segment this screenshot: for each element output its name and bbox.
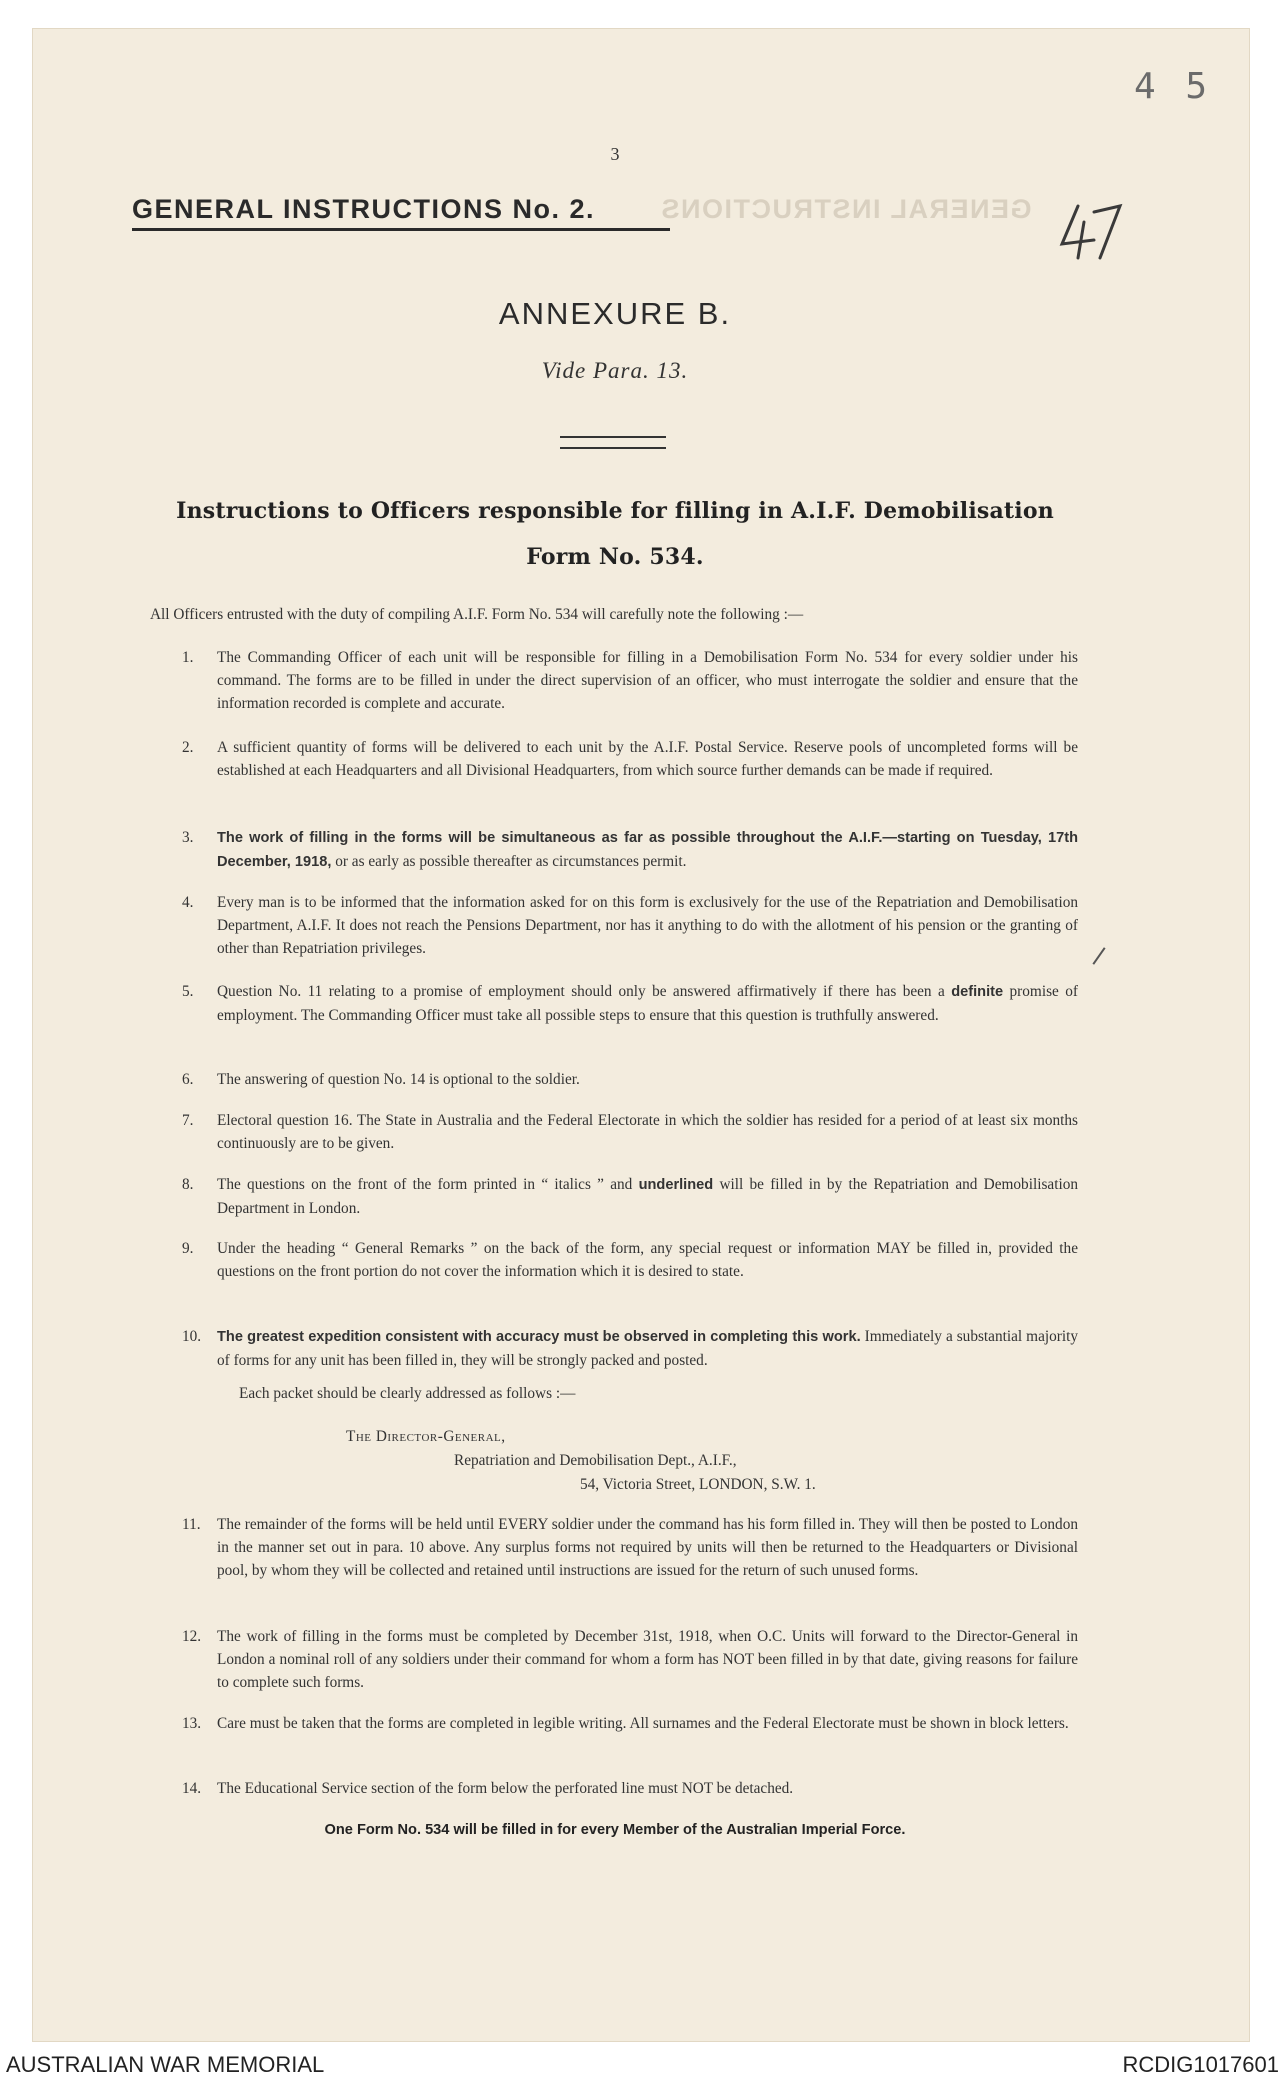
instruction-item [182, 736, 1078, 782]
item-text: The remainder of the forms will be held until EVERY soldier under the command has his form filled in. They will then be posted to London in the manner set out in para. 10 above. Any surplus forms not required by units will then be returned to the Headquarters or Divisional pool, by whom they will be collected and retained until instructions are issued for the return of such unused forms. [217, 1516, 1078, 1579]
item-number: 10. [182, 1328, 202, 1345]
item-number: 13. [182, 1715, 202, 1732]
bleed-through-text: GENERAL INSTRUCTIONS [660, 194, 1032, 224]
instruction-item [182, 891, 1078, 960]
closing-statement: One Form No. 534 will be filled in for every Member of the Australian Imperial Force. [324, 1822, 906, 1838]
item-number: 1. [182, 649, 194, 666]
address-line-3: 54, Victoria Street, LONDON, S.W. 1. [580, 1476, 816, 1493]
handwritten-page-number: 4 5 [1134, 66, 1212, 107]
instructions-heading [150, 488, 1080, 580]
footer-source: AUSTRALIAN WAR MEMORIAL [6, 2052, 325, 2077]
address-line-2: Repatriation and Demobilisation Dept., A.I.F., [454, 1452, 737, 1469]
page-number: 3 [610, 144, 620, 164]
vide-reference: Vide Para. 13. [541, 358, 689, 383]
item-bold-text: The greatest expedition consistent with accuracy must be observed in completing this work. [217, 1329, 861, 1345]
double-rule [560, 436, 666, 449]
instruction-item [182, 1173, 1078, 1220]
item-text: Question No. 11 relating to a promise of employment should only be answered affirmatively if there has been a [217, 983, 952, 1000]
item-text: Immediately a substantial majority of forms for any unit has been filled in, they will be strongly packed and posted. [217, 1328, 1078, 1369]
intro-paragraph: All Officers entrusted with the duty of compiling A.I.F. Form No. 534 will carefully note the following :— [150, 606, 804, 623]
instruction-item [182, 980, 1078, 1027]
item-number: 8. [182, 1176, 194, 1193]
instruction-item [182, 1068, 1078, 1091]
item-text: The Commanding Officer of each unit will be responsible for filling in a Demobilisation Form No. 534 for every soldier under his command. The forms are to be filled in under the direct supervision of an officer, who must interrogate the soldier and ensure that the information recorded is complete and accurate. [217, 649, 1078, 712]
item-text: Every man is to be informed that the information asked for on this form is exclusively for the use of the Repatriation and Demobilisation Department, A.I.F. It does not reach the Pensions Department, nor has it anything to do with the allotment of his pension or the granting of other than Repatriation privileges. [217, 894, 1078, 957]
item-number: 7. [182, 1112, 194, 1129]
item-text: The Educational Service section of the form below the perforated line must NOT be detached. [217, 1780, 794, 1797]
heading-line-1: Instructions to Officers responsible for filling in A.I.F. Demobilisation [176, 498, 1054, 524]
item-number: 4. [182, 894, 194, 911]
footer-id: RCDIG1017601 [1122, 2052, 1279, 2077]
instruction-item [182, 1513, 1078, 1582]
item-bold-text: definite [951, 984, 1004, 1000]
item-number: 14. [182, 1780, 202, 1797]
handwritten-mark [1056, 196, 1126, 266]
item-number: 3. [182, 829, 194, 846]
item-number: 11. [182, 1516, 201, 1533]
annexure-title: ANNEXURE B. [498, 296, 732, 331]
instruction-item [182, 646, 1078, 715]
item-bold-text: underlined [638, 1177, 714, 1193]
item-text: Under the heading “ General Remarks ” on the back of the form, any special request or information MAY be filled in, provided the questions on the front portion do not cover the information which it is desired to state. [217, 1240, 1078, 1280]
instruction-item [182, 1237, 1078, 1283]
item-bold-text: The work of filling in the forms will be simultaneous as far as possible throughout the A.I.F.—starting on Tuesday, 17th December, 1918, [217, 830, 1078, 870]
instruction-item [182, 1325, 1078, 1372]
instruction-item [182, 1625, 1078, 1694]
instruction-item [182, 1777, 1078, 1800]
item-text: Electoral question 16. The State in Australia and the Federal Electorate in which the soldier has resided for a period of at least six months continuously are to be given. [217, 1112, 1078, 1152]
item-text: A sufficient quantity of forms will be delivered to each unit by the A.I.F. Postal Service. Reserve pools of uncompleted forms will be established at each Headquarters and all Divisional Headquarters, from which source further demands can be made if required. [217, 739, 1078, 779]
item-text: The questions on the front of the form printed in “ italics ” and [217, 1176, 639, 1193]
address-line-1: The Director-General, [346, 1428, 506, 1445]
item-number: 6. [182, 1071, 194, 1088]
address-intro: Each packet should be clearly addressed as follows :— [239, 1385, 576, 1402]
item-text: promise of employment. The Commanding Officer must take all possible steps to ensure that this question is truthfully answered. [217, 983, 1078, 1024]
item-number: 2. [182, 739, 194, 756]
series-title: GENERAL INSTRUCTIONS No. 2. [132, 194, 596, 224]
item-number: 9. [182, 1240, 194, 1257]
item-text: or as early as possible thereafter as circumstances permit. [331, 853, 687, 870]
item-text: will be filled in by the Repatriation and Demobilisation Department in London. [217, 1176, 1078, 1217]
title-underline [132, 228, 670, 231]
instruction-item [182, 1712, 1078, 1735]
item-text: Care must be taken that the forms are completed in legible writing. All surnames and the Federal Electorate must be shown in block letters. [217, 1715, 1069, 1732]
instruction-item [182, 826, 1078, 874]
heading-line-2: Form No. 534. [526, 544, 704, 570]
item-text: The work of filling in the forms must be completed by December 31st, 1918, when O.C. Units will forward to the Director-General in London a nominal roll of any soldiers under their command for whom a form has NOT been filled in by that date, giving reasons for failure to complete such forms. [217, 1628, 1078, 1691]
instruction-item [182, 1109, 1078, 1155]
item-number: 12. [182, 1628, 202, 1645]
item-text: The answering of question No. 14 is optional to the soldier. [217, 1071, 580, 1088]
item-number: 5. [182, 983, 194, 1000]
